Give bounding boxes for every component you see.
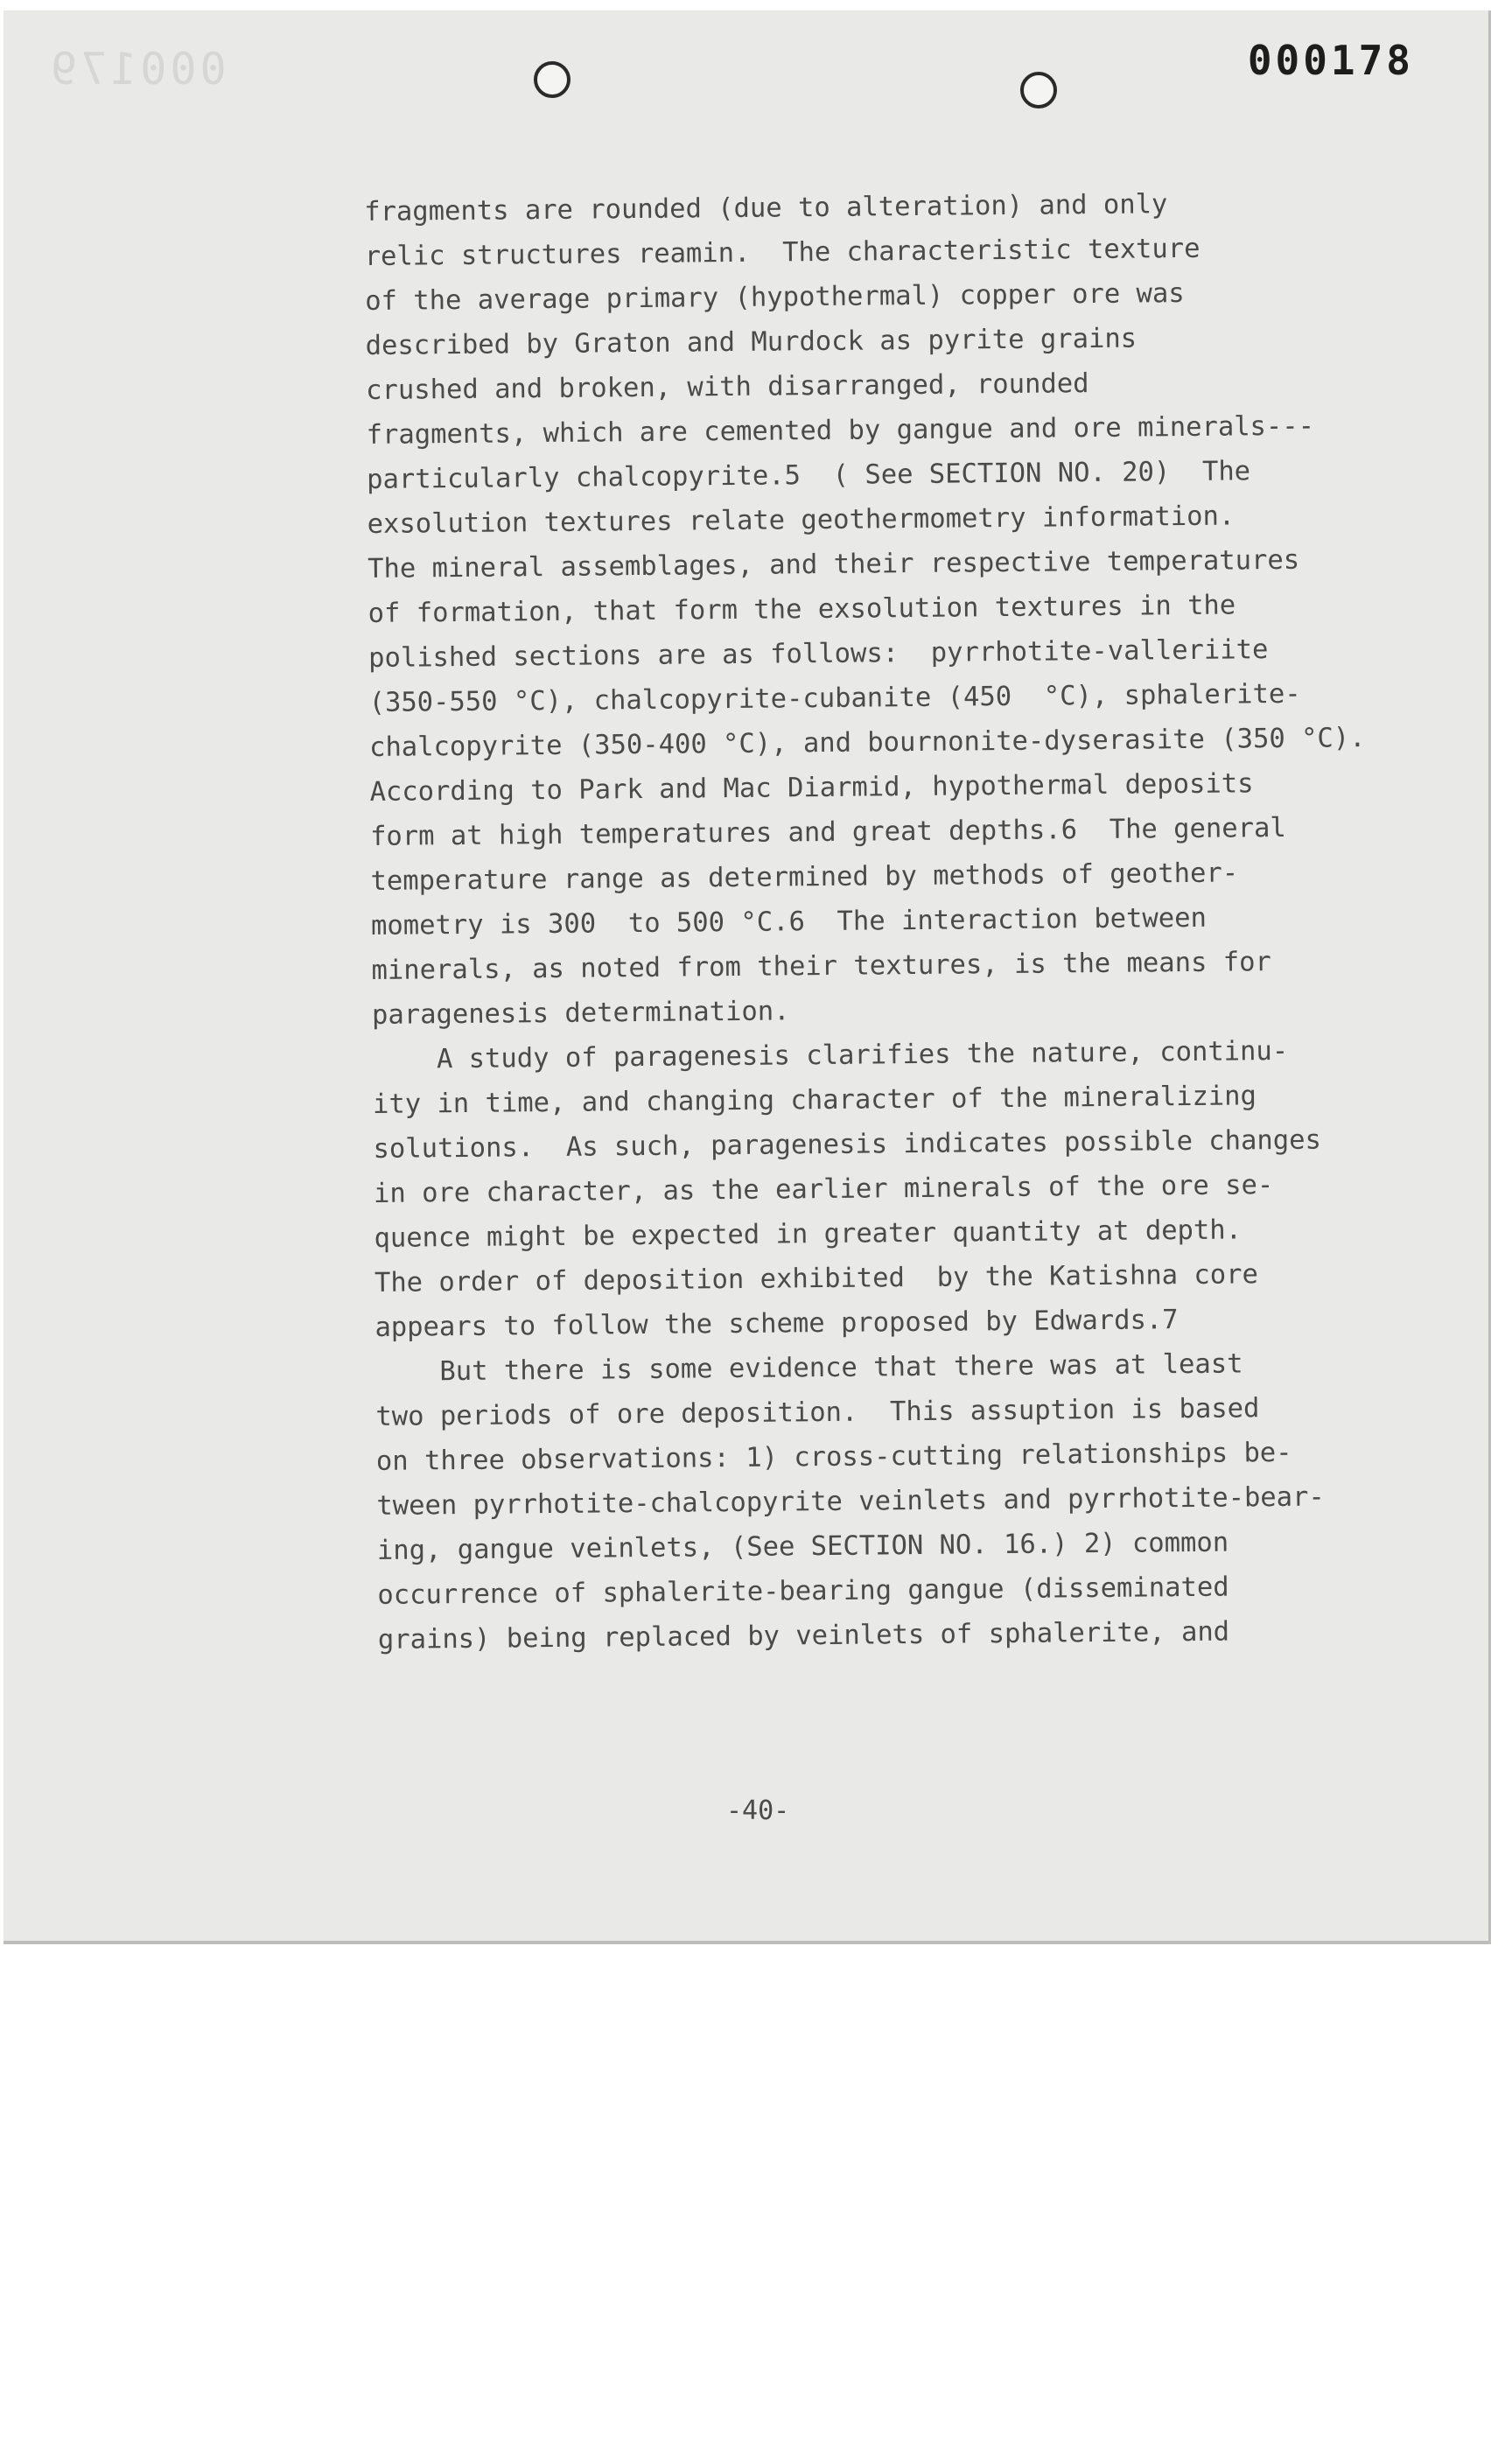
text-line: described by Graton and Murdock as pyrite grains	[365, 323, 1138, 361]
text-line: fragments, which are cemented by gangue and ore minerals---	[366, 410, 1315, 451]
text-line: chalcopyrite (350-400 °C), and bournonite-dyserasite (350 °C).	[368, 723, 1366, 763]
text-line: fragments are rounded (due to alteration) and only	[364, 189, 1168, 228]
text-line: A study of paragenesis clarifies the nature, continu-	[372, 1035, 1289, 1075]
text-line: exsolution textures relate geothermometry information.	[367, 500, 1236, 540]
text-line: The order of deposition exhibited by the Katishna core	[374, 1259, 1259, 1298]
text-line: solutions. As such, paragenesis indicates possible changes	[373, 1124, 1322, 1165]
page-id-stamp: 000178	[1247, 37, 1414, 84]
text-line: of the average primary (hypothermal) copper ore was	[365, 278, 1185, 317]
text-line: paragenesis determination.	[371, 996, 790, 1031]
text-line: quence might be expected in greater quantity at depth.	[374, 1214, 1242, 1254]
text-line: occurrence of sphalerite-bearing gangue (disseminated	[377, 1572, 1229, 1611]
text-line: appears to follow the scheme proposed by Edwards.7	[374, 1305, 1179, 1343]
text-line: two periods of ore deposition. This assuption is based	[375, 1393, 1260, 1432]
text-line: particularly chalcopyrite.5 ( See SECTION NO. 20) The	[367, 456, 1251, 495]
text-line: temperature range as determined by methods of geother-	[370, 858, 1239, 897]
document-page	[4, 10, 1491, 1944]
text-line: According to Park and Mac Diarmid, hypothermal deposits	[369, 768, 1254, 808]
punch-hole-right	[1020, 72, 1057, 108]
text-line: of formation, that form the exsolution textures in the	[368, 590, 1236, 629]
text-line: on three observations: 1) cross-cutting relationships be-	[375, 1437, 1292, 1477]
text-line: ing, gangue veinlets, (See SECTION NO. 16.) 2) common	[376, 1527, 1229, 1566]
text-line: polished sections are as follows: pyrrhotite-valleriite	[368, 634, 1269, 674]
text-line: But there is some evidence that there was at least	[374, 1348, 1243, 1388]
body-text	[364, 179, 1472, 1662]
text-line: relic structures reamin. The characteristic texture	[364, 233, 1200, 272]
text-line: ity in time, and changing character of the mineralizing	[372, 1081, 1257, 1120]
text-line: grains) being replaced by veinlets of sphalerite, and	[377, 1616, 1230, 1656]
text-line: form at high temperatures and great depths.6 The general	[369, 812, 1286, 852]
text-line: tween pyrrhotite-chalcopyrite veinlets and pyrrhotite-bear-	[376, 1481, 1325, 1522]
text-line: minerals, as noted from their textures, is the means for	[371, 947, 1272, 986]
text-line: in ore character, as the earlier minerals of the ore se-	[373, 1170, 1274, 1209]
paragraph-1	[364, 179, 1466, 1038]
bleed-through-number: 000179	[47, 44, 227, 94]
text-line: (350-550 °C), chalcopyrite-cubanite (450 °C), sphalerite-	[368, 678, 1301, 718]
page-number: -40-	[726, 1796, 790, 1826]
paragraph-2	[372, 1027, 1468, 1350]
paragraph-3	[375, 1340, 1472, 1662]
text-line: crushed and broken, with disarranged, rounded	[366, 368, 1089, 406]
text-line: mometry is 300 to 500 °C.6 The interaction between	[370, 902, 1208, 942]
text-line: The mineral assemblages, and their respective temperatures	[367, 544, 1300, 584]
punch-hole-left	[534, 61, 570, 98]
